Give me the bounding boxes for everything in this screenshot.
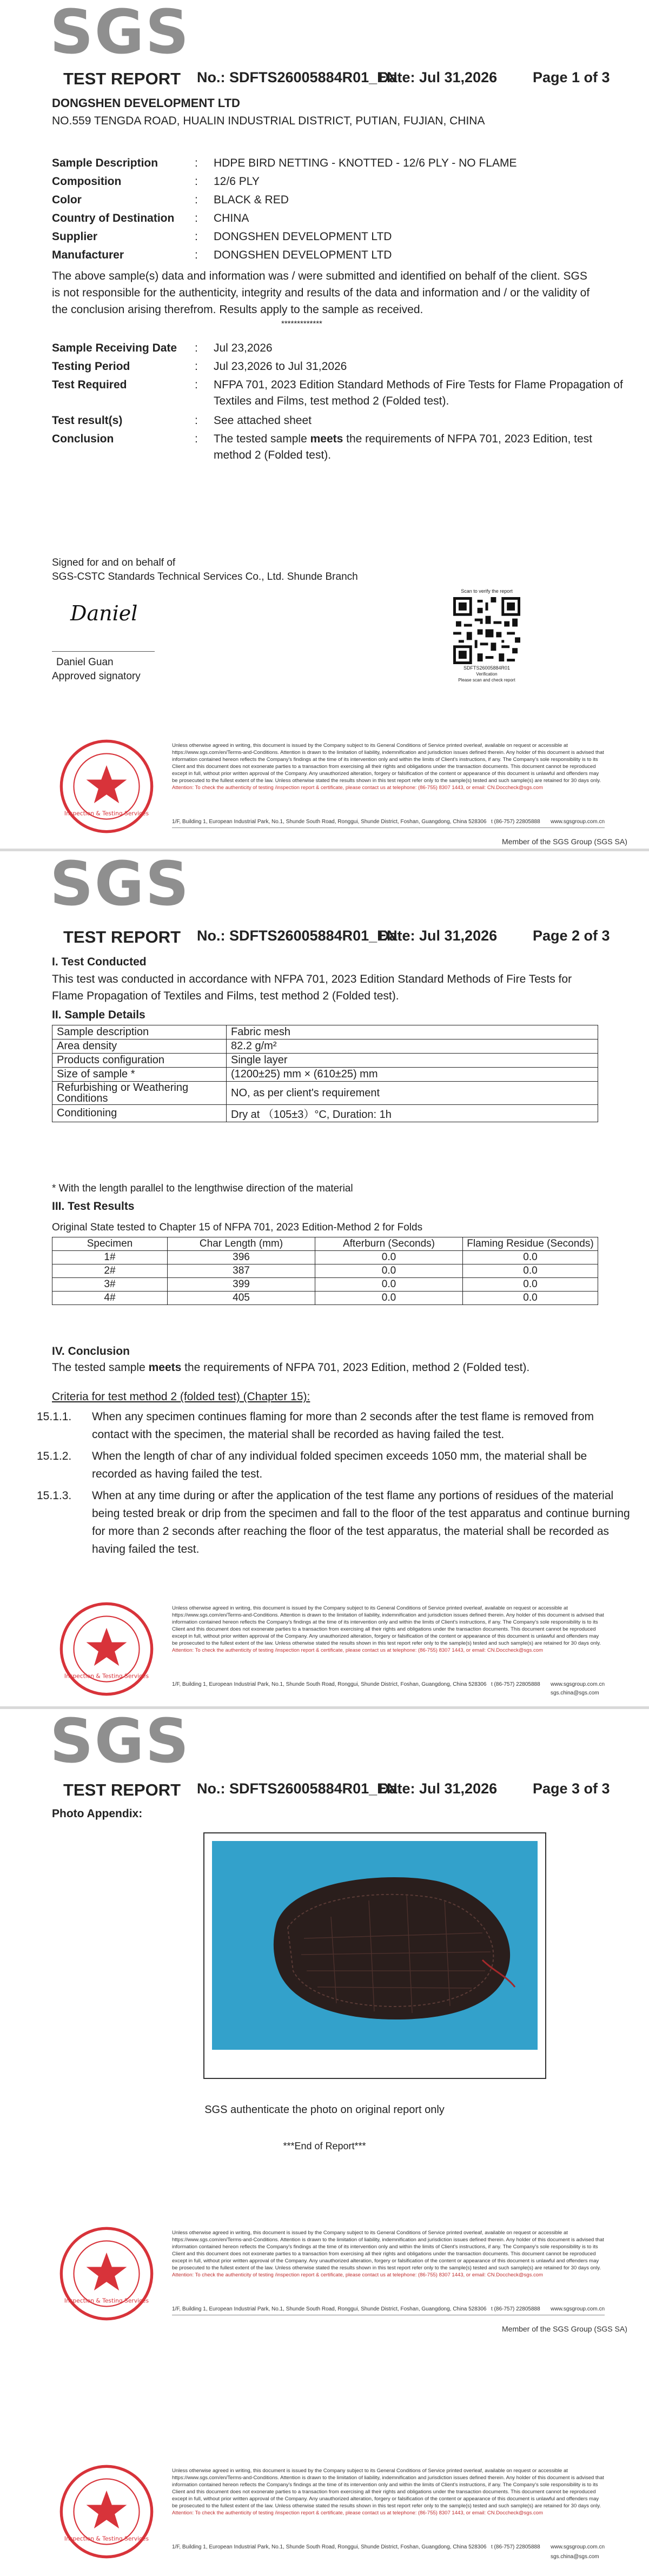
- cell: 0.0: [463, 1251, 598, 1264]
- qr-sub1: Verification: [476, 672, 498, 677]
- info-label: Color: [52, 194, 82, 206]
- col-header: Afterburn (Seconds): [315, 1237, 463, 1251]
- info-label: Conclusion: [52, 433, 114, 445]
- colon: :: [195, 157, 198, 169]
- page-number: Page 3 of 3: [533, 1780, 610, 1797]
- criterion-text: When the length of char of any individual folded specimen exceeds 1050 mm, the material shall be recorded as having failed the test.: [92, 1450, 587, 1480]
- photo-frame: [203, 1832, 546, 2079]
- info-label: Test Required: [52, 379, 127, 391]
- report-page-1: [0, 0, 649, 848]
- disclaimer-text: Unless otherwise agreed in writing, this document is issued by the Company subject to its General Conditions of Service printed overleaf, available on request or accessible at https://www.sgs.com/en/Terms-and-Conditions. Attention is drawn to the limitation of liability, indemnification and jurisdiction issues defined therein. Any holder of this document is advised that information contained hereon reflects the Company's findings at the time of its intervention only and within the limits of Client's instructions, if any. The Company's sole responsibility is to its Client and this document does not exonerate parties to a transaction from exercising all their rights and obligations under the transaction documents. This document cannot be reproduced except in full, without prior written approval of the Company. Any unauthorized alteration, forgery or falsification of the content or appearance of this document is unlawful and offenders may be prosecuted to the fullest extent of the law. Unless otherwise stated the results shown in this test report refer only to the sample(s) tested and such sample(s) are retained for 30 days only.: [172, 2230, 604, 2271]
- conclusion-post: the requirements of NFPA 701, 2023 Edition, method 2 (Folded test).: [181, 1361, 530, 1374]
- conclusion-value: [214, 431, 625, 463]
- cell: 2#: [52, 1264, 168, 1278]
- page-number: Page 1 of 3: [533, 69, 610, 85]
- info-value: BLACK & RED: [214, 194, 289, 206]
- sgs-logo: SGS: [50, 1709, 190, 1777]
- seal-text: Inspection & Testing Services: [64, 2297, 149, 2305]
- detail-value: Fabric mesh: [227, 1025, 598, 1039]
- detail-label: Products configuration: [52, 1054, 227, 1068]
- detail-value: NO, as per client's requirement: [227, 1082, 598, 1105]
- signed-line2: SGS-CSTC Standards Technical Services Co., Ltd. Shunde Branch: [52, 571, 358, 582]
- conclusion-pre: The tested sample: [214, 433, 310, 445]
- conclusion-bold: meets: [148, 1361, 182, 1374]
- sample-size-note: * With the length parallel to the lengthwise direction of the material: [52, 1183, 353, 1194]
- member-line: Member of the SGS Group (SGS SA): [502, 837, 627, 846]
- seal-icon: [58, 2464, 155, 2560]
- client-name: DONGSHEN DEVELOPMENT LTD: [52, 96, 240, 110]
- info-label: Sample Description: [52, 157, 158, 169]
- col-header: Flaming Residue (Seconds): [463, 1237, 598, 1251]
- info-label: Sample Receiving Date: [52, 342, 177, 354]
- cell: 4#: [52, 1292, 168, 1305]
- footer-web: www.sgsgroup.com.cn: [551, 1681, 605, 1687]
- cell: 405: [168, 1292, 315, 1305]
- disclaimer: [172, 742, 605, 791]
- footer-address: 1/F, Building 1, European Industrial Park, No.1, Shunde South Road, Ronggui, Shunde District, Foshan, Guangdong, China 528306: [172, 1681, 487, 1687]
- sample-details-table: [52, 1025, 598, 1122]
- cell: 387: [168, 1264, 315, 1278]
- colon: :: [195, 433, 198, 445]
- report-number: No.: SDFTS26005884R01_EN: [197, 928, 398, 944]
- page-number: Page 2 of 3: [533, 928, 610, 944]
- info-label: Supplier: [52, 230, 98, 243]
- detail-label: Refurbishing or Weathering Conditions: [52, 1082, 227, 1105]
- table-row: [52, 1105, 598, 1122]
- report-date: Date: Jul 31,2026: [379, 928, 498, 944]
- client-address: NO.559 TENGDA ROAD, HUALIN INDUSTRIAL DISTRICT, PUTIAN, FUJIAN, CHINA: [52, 115, 485, 127]
- info-value: DONGSHEN DEVELOPMENT LTD: [214, 230, 392, 243]
- footer-web: www.sgsgroup.com.cn: [551, 2544, 605, 2550]
- footer-address: 1/F, Building 1, European Industrial Park, No.1, Shunde South Road, Ronggui, Shunde District, Foshan, Guangdong, China 528306: [172, 819, 487, 825]
- table-row: [52, 1068, 598, 1082]
- results-table: [52, 1237, 598, 1305]
- results-caption: Original State tested to Chapter 15 of NFPA 701, 2023 Edition-Method 2 for Folds: [52, 1222, 423, 1233]
- photo-caption: SGS authenticate the photo on original report only: [204, 2104, 445, 2116]
- stars-divider: *************: [281, 319, 322, 328]
- cell: 0.0: [315, 1264, 463, 1278]
- colon: :: [195, 212, 198, 224]
- attention-text: Attention: To check the authenticity of testing /inspection report & certificate, please contact us at telephone: (86-755) 8307 1443, or email: CN.Doccheck@sgs.com: [172, 2272, 543, 2278]
- section-conclusion: IV. Conclusion: [52, 1345, 130, 1357]
- detail-value: Dry at （105±3）°C, Duration: 1h: [227, 1105, 598, 1122]
- cell: 0.0: [315, 1251, 463, 1264]
- netting-photo: [212, 1841, 538, 2050]
- member-line: Member of the SGS Group (SGS SA): [502, 2325, 627, 2333]
- detail-label: Area density: [52, 1039, 227, 1054]
- info-label: Composition: [52, 175, 122, 188]
- signatory-title: Approved signatory: [52, 671, 141, 682]
- colon: :: [195, 194, 198, 206]
- footer-tel: t (86-757) 22805888: [491, 819, 540, 825]
- table-row: [52, 1025, 598, 1039]
- signature-line: [52, 651, 155, 652]
- detail-value: Single layer: [227, 1054, 598, 1068]
- info-value: DONGSHEN DEVELOPMENT LTD: [214, 249, 392, 261]
- colon: :: [195, 249, 198, 261]
- section-sample-details: II. Sample Details: [52, 1009, 145, 1021]
- criterion-number: 15.1.1.: [37, 1410, 72, 1423]
- report-number: No.: SDFTS26005884R01_EN: [197, 69, 398, 85]
- attention-text: Attention: To check the authenticity of testing /inspection report & certificate, please contact us at telephone: (86-755) 8307 1443, or email: CN.Doccheck@sgs.com: [172, 785, 543, 791]
- colon: :: [195, 414, 198, 427]
- signature-scribble: Daniel: [70, 601, 138, 625]
- disclaimer-text: Unless otherwise agreed in writing, this document is issued by the Company subject to its General Conditions of Service printed overleaf, available on request or accessible at https://www.sgs.com/en/Terms-and-Conditions. Attention is drawn to the limitation of liability, indemnification and jurisdiction issues defined therein. Any holder of this document is advised that information contained hereon reflects the Company's findings at the time of its intervention only and within the limits of Client's instructions, if any. The Company's sole responsibility is to its Client and this document does not exonerate parties to a transaction from exercising all their rights and obligations under the transaction documents. This document cannot be reproduced except in full, without prior written approval of the Company. Any unauthorized alteration, forgery or falsification of the content or appearance of this document is unlawful and offenders may be prosecuted to the fullest extent of the law. Unless otherwise stated the results shown in this test report refer only to the sample(s) tested and such sample(s) are retained for 30 days only.: [172, 2468, 604, 2509]
- info-label: Testing Period: [52, 360, 130, 373]
- table-row: [52, 1251, 598, 1264]
- page-separator: [0, 849, 649, 851]
- cell: 3#: [52, 1278, 168, 1292]
- footer-email: sgs.china@sgs.com: [551, 1690, 599, 1696]
- signatory-name: Daniel Guan: [56, 657, 114, 668]
- footer-rule: [172, 827, 605, 828]
- criteria-title: Criteria for test method 2 (folded test) (Chapter 15):: [52, 1390, 310, 1403]
- cell: 0.0: [463, 1278, 598, 1292]
- colon: :: [195, 342, 198, 354]
- report-number: No.: SDFTS26005884R01_EN: [197, 1780, 398, 1797]
- disclaimer: [172, 2229, 605, 2279]
- report-date: Date: Jul 31,2026: [379, 69, 498, 85]
- criterion-number: 15.1.3.: [37, 1489, 72, 1502]
- qr-code-icon: [453, 597, 520, 664]
- info-label: Test result(s): [52, 414, 123, 427]
- table-row: [52, 1039, 598, 1054]
- footer-tel: t (86-757) 22805888: [491, 2544, 540, 2550]
- table-row: [52, 1054, 598, 1068]
- attention-text: Attention: To check the authenticity of testing /inspection report & certificate, please contact us at telephone: (86-755) 8307 1443, or email: CN.Doccheck@sgs.com: [172, 2510, 543, 2516]
- detail-label: Conditioning: [52, 1105, 227, 1122]
- info-value: Jul 23,2026 to Jul 31,2026: [214, 360, 347, 373]
- detail-label: Size of sample *: [52, 1068, 227, 1082]
- seal-icon: [58, 738, 155, 835]
- cell: 0.0: [315, 1292, 463, 1305]
- colon: :: [195, 175, 198, 188]
- info-value: NFPA 701, 2023 Edition Standard Methods of Fire Tests for Flame Propagation of Textiles and Films, test method 2 (Folded test).: [214, 379, 623, 407]
- footer-address-row: [172, 819, 605, 825]
- detail-value: (1200±25) mm × (610±25) mm: [227, 1068, 598, 1082]
- disclaimer-text: Unless otherwise agreed in writing, this document is issued by the Company subject to its General Conditions of Service printed overleaf, available on request or accessible at https://www.sgs.com/en/Terms-and-Conditions. Attention is drawn to the limitation of liability, indemnification and jurisdiction issues defined therein. Any holder of this document is advised that information contained hereon reflects the Company's findings at the time of its intervention only and within the limits of Client's instructions, if any. The Company's sole responsibility is to its Client and this document does not exonerate parties to a transaction from exercising all their rights and obligations under the transaction documents. This document cannot be reproduced except in full, without prior written approval of the Company. Any unauthorized alteration, forgery or falsification of the content or appearance of this document is unlawful and offenders may be prosecuted to the fullest extent of the law. Unless otherwise stated the results shown in this test report refer only to the sample(s) tested and such sample(s) are retained for 30 days only.: [172, 1605, 604, 1646]
- info-label: Country of Destination: [52, 212, 175, 224]
- table-row: [52, 1082, 598, 1105]
- info-value: 12/6 PLY: [214, 175, 260, 188]
- table-row: [52, 1292, 598, 1305]
- conclusion-post: the requirements of NFPA 701, 2023 Edition, test method 2 (Folded test).: [214, 433, 593, 461]
- test-conducted-text: This test was conducted in accordance with NFPA 701, 2023 Edition Standard Methods of Fire Tests for Flame Propagation of Textiles and Films, test method 2 (Folded test).: [52, 973, 572, 1002]
- criterion-text: When any specimen continues flaming for more than 2 seconds after the test flame is removed from contact with the specimen, the material shall be recorded as having failed the test.: [92, 1410, 594, 1441]
- qr-code-text: SDFTS26005884R01: [463, 665, 511, 671]
- cell: 0.0: [463, 1292, 598, 1305]
- seal-text: Inspection & Testing Services: [64, 2535, 149, 2542]
- info-value: Jul 23,2026: [214, 342, 273, 354]
- report-page-3: [0, 1709, 649, 2576]
- disclaimer: [172, 2467, 605, 2517]
- end-of-report: ***End of Report***: [283, 2141, 366, 2151]
- report-title: TEST REPORT: [63, 69, 181, 88]
- section-test-results: III. Test Results: [52, 1200, 135, 1213]
- qr-caption: Scan to verify the report: [461, 588, 513, 594]
- colon: :: [195, 360, 198, 373]
- report-date: Date: Jul 31,2026: [379, 1780, 498, 1797]
- footer-tel: t (86-757) 22805888: [491, 1681, 540, 1687]
- seal-icon: [58, 1601, 155, 1697]
- sgs-logo: SGS: [50, 852, 190, 919]
- col-header: Specimen: [52, 1237, 168, 1251]
- cell: 0.0: [315, 1278, 463, 1292]
- seal-text: Inspection & Testing Services: [64, 810, 149, 817]
- seal-icon: [58, 2226, 155, 2322]
- cell: 399: [168, 1278, 315, 1292]
- table-row: [52, 1278, 598, 1292]
- footer-address-row: [172, 1681, 605, 1687]
- photo-appendix-title: Photo Appendix:: [52, 1807, 143, 1820]
- footer-address-row: [172, 2306, 605, 2312]
- cell: 396: [168, 1251, 315, 1264]
- footer-address: 1/F, Building 1, European Industrial Park, No.1, Shunde South Road, Ronggui, Shunde District, Foshan, Guangdong, China 528306: [172, 2544, 487, 2550]
- detail-value: 82.2 g/m²: [227, 1039, 598, 1054]
- table-row: [52, 1264, 598, 1278]
- footer-web: www.sgsgroup.com.cn: [551, 819, 605, 825]
- conclusion-bold: meets: [310, 433, 343, 445]
- table-header-row: [52, 1237, 598, 1251]
- cell: 1#: [52, 1251, 168, 1264]
- report-title: TEST REPORT: [63, 928, 181, 946]
- report-page-2: [0, 852, 649, 1706]
- footer-tel: t (86-757) 22805888: [491, 2306, 540, 2312]
- qr-sub2: Please scan and check report: [458, 678, 515, 683]
- criterion-number: 15.1.2.: [37, 1450, 72, 1462]
- col-header: Char Length (mm): [168, 1237, 315, 1251]
- seal-text: Inspection & Testing Services: [64, 1672, 149, 1680]
- cell: 0.0: [463, 1264, 598, 1278]
- disclaimer: [172, 1605, 605, 1654]
- signed-line1: Signed for and on behalf of: [52, 557, 176, 568]
- info-value: CHINA: [214, 212, 249, 224]
- colon: :: [195, 379, 198, 391]
- info-value: HDPE BIRD NETTING - KNOTTED - 12/6 PLY - NO FLAME: [214, 157, 517, 169]
- info-label: Manufacturer: [52, 249, 124, 261]
- disclaimer-text: Unless otherwise agreed in writing, this document is issued by the Company subject to its General Conditions of Service printed overleaf, available on request or accessible at https://www.sgs.com/en/Terms-and-Conditions. Attention is drawn to the limitation of liability, indemnification and jurisdiction issues defined therein. Any holder of this document is advised that information contained hereon reflects the Company's findings at the time of its intervention only and within the limits of Client's instructions, if any. The Company's sole responsibility is to its Client and this document does not exonerate parties to a transaction from exercising all their rights and obligations under the transaction documents. This document cannot be reproduced except in full, without prior written approval of the Company. Any unauthorized alteration, forgery or falsification of the content or appearance of this document is unlawful and offenders may be prosecuted to the fullest extent of the law. Unless otherwise stated the results shown in this test report refer only to the sample(s) tested and such sample(s) are retained for 30 days only.: [172, 743, 604, 784]
- detail-label: Sample description: [52, 1025, 227, 1039]
- info-value: See attached sheet: [214, 414, 312, 427]
- attention-text: Attention: To check the authenticity of testing /inspection report & certificate, please contact us at telephone: (86-755) 8307 1443, or email: CN.Doccheck@sgs.com: [172, 1647, 543, 1653]
- footer-web: www.sgsgroup.com.cn: [551, 2306, 605, 2312]
- sgs-logo: SGS: [50, 0, 190, 68]
- conclusion-pre: The tested sample: [52, 1361, 149, 1374]
- conclusion-text: [52, 1361, 529, 1374]
- footer-address-row: [172, 2544, 605, 2550]
- report-title: TEST REPORT: [63, 1780, 181, 1799]
- criterion-text: When at any time during or after the application of the test flame any portions of residues of the material being tested break or drip from the specimen and fall to the floor of the test apparatus and continue burning for more than 2 seconds after reaching the floor of the test apparatus, the material shall be recorded as having failed the test.: [92, 1489, 630, 1555]
- responsibility-statement: The above sample(s) data and information was / were submitted and identified on behalf of the client. SGS is not responsible for the authenticity, integrity and results of the data and information and / or the validity of the conclusion arising therefrom. Results apply to the sample as received.: [52, 270, 590, 316]
- colon: :: [195, 230, 198, 243]
- footer-email: sgs.china@sgs.com: [551, 2554, 599, 2560]
- footer-address: 1/F, Building 1, European Industrial Park, No.1, Shunde South Road, Ronggui, Shunde District, Foshan, Guangdong, China 528306: [172, 2306, 487, 2312]
- section-test-conducted: I. Test Conducted: [52, 956, 147, 968]
